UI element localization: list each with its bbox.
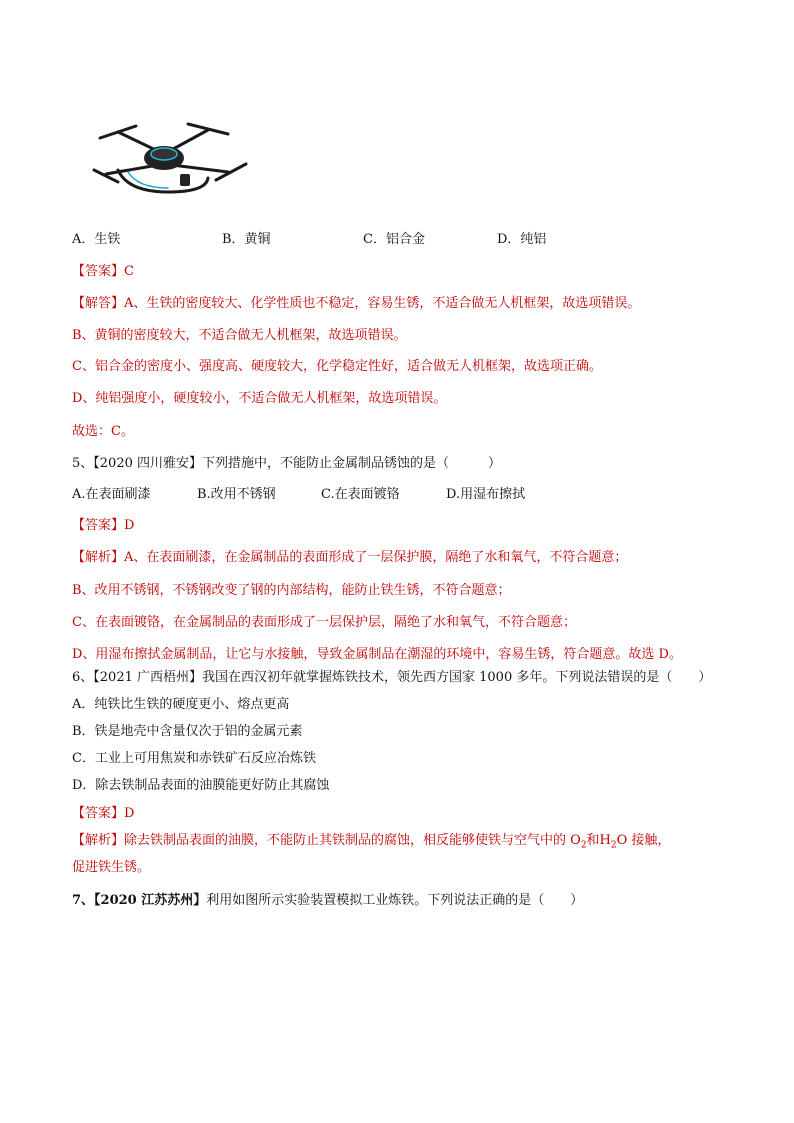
q6-stem (72, 669, 711, 687)
q5-analysis-line-4: D、用湿布擦拭金属制品，让它与水接触，导致金属制品在潮湿的环境中，容易生锈，符合题意。故选 D。 (72, 647, 682, 662)
answer-label: 【答案】 (72, 806, 125, 821)
question-source: 【2021 广西梧州】 (93, 670, 202, 685)
question-text: 利用如图所示实验装置模拟工业炼铁。下列说法正确的是（ ） (206, 893, 584, 908)
q6-answer (72, 805, 134, 823)
q6-option-c: C．工业上可用焦炭和赤铁矿石反应冶炼铁 (72, 751, 316, 766)
q6-analysis-line-1: 【解析】除去铁制品表面的油膜，不能防止其铁制品的腐蚀，相反能够使铁与空气中的 $O_2$和$H_2O$ 接触， (72, 833, 671, 851)
question-text: 下列措施中，不能防止金属制品锈蚀的是（ ） (202, 456, 502, 471)
q4-option-a: A．生铁 (72, 232, 121, 247)
q4-conclusion: 故选：C。 (72, 424, 134, 439)
q5-option-a: A.在表面刷漆 (72, 487, 151, 502)
analysis-label: 【解析】 (72, 550, 125, 565)
q6-option-a: A．纯铁比生铁的硬度更小、熔点更高 (72, 697, 290, 712)
q4-option-d: D．纯铝 (497, 232, 547, 247)
q5-answer (72, 517, 134, 535)
q6-option-b: B．铁是地壳中含量仅次于铝的金属元素 (72, 724, 303, 739)
h2o-subscript: 2 (610, 840, 617, 851)
question-number: 7、 (72, 893, 95, 908)
q6-analysis-line-2: 促进铁生锈。 (72, 860, 151, 875)
answer-value: D (124, 806, 135, 821)
q5-analysis-line-1: 【解析】A、在表面刷漆，在金属制品的表面形成了一层保护膜，隔绝了水和氧气，不符合题意； (72, 550, 628, 565)
analysis-label: 【解答】 (72, 296, 125, 311)
q5-option-b: B.改用不锈钢 (197, 487, 276, 502)
question-source: 【2020 江苏苏州】 (94, 893, 207, 908)
q4-analysis-line-1: 【解答】A、生铁的密度较大、化学性质也不稳定，容易生锈，不适合做无人机框架，故选项错误。 (72, 296, 641, 311)
q4-analysis-line-4: D、纯铝强度小，硬度较小，不适合做无人机框架，故选项错误。 (72, 391, 447, 406)
question-number: 6、 (72, 670, 94, 685)
question-text: 我国在西汉初年就掌握炼铁技术，领先西方国家 1000 多年。下列说法错误的是（ ） (202, 670, 712, 685)
answer-value: C (124, 264, 134, 279)
q4-analysis-line-3: C、铝合金的密度小、强度高、硬度较大，化学稳定性好，适合做无人机框架，故选项正确。 (72, 359, 602, 374)
answer-value: D (124, 518, 135, 533)
q5-analysis-line-3: C、在表面镀铬，在金属制品的表面形成了一层保护层，隔绝了水和氧气，不符合题意； (72, 615, 576, 630)
q4-answer (72, 263, 134, 281)
q6-option-d: D．除去铁制品表面的油膜能更好防止其腐蚀 (72, 778, 330, 793)
drone-image (88, 112, 248, 207)
q4-option-c: C．铝合金 (363, 232, 425, 247)
question-source: 【2020 四川雅安】 (93, 456, 202, 471)
answer-label: 【答案】 (72, 518, 125, 533)
question-number: 5、 (72, 456, 94, 471)
q4-option-b: B．黄铜 (222, 232, 271, 247)
o2-subscript: 2 (580, 840, 587, 851)
answer-label: 【答案】 (72, 264, 125, 279)
q5-stem (72, 455, 501, 473)
q4-analysis-line-2: B、黄铜的密度较大，不适合做无人机框架，故选项错误。 (72, 328, 407, 343)
q5-option-c: C.在表面镀铬 (321, 487, 400, 502)
q5-option-d: D.用湿布擦拭 (446, 487, 526, 502)
q7-stem (72, 892, 583, 910)
analysis-label: 【解析】 (72, 833, 125, 848)
q5-analysis-line-2: B、改用不锈钢，不锈钢改变了钢的内部结构，能防止铁生锈，不符合题意； (72, 583, 511, 598)
